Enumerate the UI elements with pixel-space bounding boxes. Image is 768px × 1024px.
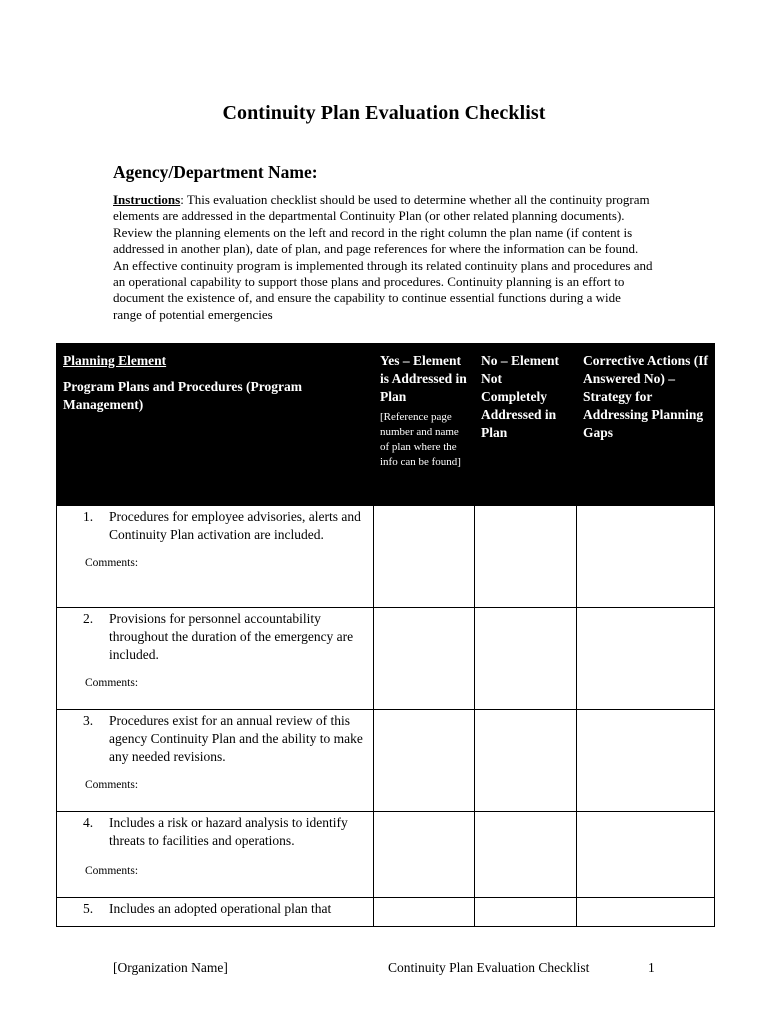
table-row <box>57 506 715 608</box>
corrective-cell[interactable] <box>577 898 715 927</box>
no-cell[interactable] <box>475 608 577 710</box>
planning-element-cell <box>57 506 374 608</box>
table-header-row <box>57 344 715 506</box>
planning-element-heading: Planning Element <box>63 353 167 368</box>
header-planning-element <box>57 344 374 506</box>
footer-document-title: Continuity Plan Evaluation Checklist <box>388 960 590 975</box>
no-heading: No – Element Not Completely Addressed in Plan <box>481 353 559 440</box>
table-row <box>57 812 715 898</box>
no-cell[interactable] <box>475 898 577 927</box>
footer-organization: [Organization Name] <box>113 960 228 975</box>
item-number: 4. <box>83 815 94 830</box>
item-number: 1. <box>83 509 94 524</box>
planning-element-cell <box>57 812 374 898</box>
item-number: 2. <box>83 611 94 626</box>
header-yes <box>374 344 475 506</box>
instructions-label: Instructions <box>113 192 181 207</box>
table-row <box>57 710 715 812</box>
item-text: Includes an adopted operational plan that <box>109 901 332 916</box>
comments-label: Comments: <box>85 779 139 791</box>
header-corrective-actions <box>577 344 715 506</box>
no-cell[interactable] <box>475 506 577 608</box>
item-number: 5. <box>83 901 94 916</box>
no-cell[interactable] <box>475 812 577 898</box>
corrective-cell[interactable] <box>577 812 715 898</box>
planning-element-cell <box>57 608 374 710</box>
agency-name-label: Agency/Department Name: <box>113 162 318 182</box>
yes-cell[interactable] <box>374 710 475 812</box>
instructions-paragraph <box>113 192 653 323</box>
item-text: Provisions for personnel accountability throughout the duration of the emergency are included. <box>109 611 354 662</box>
planning-element-cell <box>57 898 374 927</box>
instructions-text: : This evaluation checklist should be used to determine whether all the continuity program elements are addressed in the departmental Continuity Plan (or other related planning documents). Review the planning elements on the left and record in the right column the plan name (if content is addressed in another plan), date of plan, and page references for where the information can be found. An effective continuity program is implemented through its related continuity plans and procedures and an operational capability to support those plans and procedures. Continuity planning is an effort to document the existence of, and ensure the capability to continue essential functions during a wide range of potential emergencies <box>113 192 653 322</box>
section-heading: Program Plans and Procedures (Program Management) <box>63 379 302 412</box>
comments-label: Comments: <box>85 557 139 569</box>
planning-element-cell <box>57 710 374 812</box>
item-text: Includes a risk or hazard analysis to identify threats to facilities and operations. <box>109 815 348 848</box>
table-row <box>57 608 715 710</box>
table-row <box>57 898 715 927</box>
item-text: Procedures exist for an annual review of this agency Continuity Plan and the ability to make any needed revisions. <box>109 713 363 764</box>
comments-label: Comments: <box>85 865 139 877</box>
item-number: 3. <box>83 713 94 728</box>
header-no <box>475 344 577 506</box>
yes-cell[interactable] <box>374 506 475 608</box>
checklist-table <box>56 343 715 927</box>
yes-heading-note: [Reference page number and name of plan where the info can be found] <box>380 411 461 468</box>
corrective-cell[interactable] <box>577 608 715 710</box>
corrective-heading: Corrective Actions (If Answered No) – Strategy for Addressing Planning Gaps <box>583 353 708 440</box>
document-title: Continuity Plan Evaluation Checklist <box>222 102 546 124</box>
footer-page-number: 1 <box>648 960 655 975</box>
yes-cell[interactable] <box>374 898 475 927</box>
no-cell[interactable] <box>475 710 577 812</box>
yes-heading: Yes – Element is Addressed in Plan <box>380 353 467 404</box>
yes-cell[interactable] <box>374 812 475 898</box>
comments-label: Comments: <box>85 677 139 689</box>
item-text: Procedures for employee advisories, alerts and Continuity Plan activation are included. <box>109 509 361 542</box>
yes-cell[interactable] <box>374 608 475 710</box>
corrective-cell[interactable] <box>577 506 715 608</box>
corrective-cell[interactable] <box>577 710 715 812</box>
